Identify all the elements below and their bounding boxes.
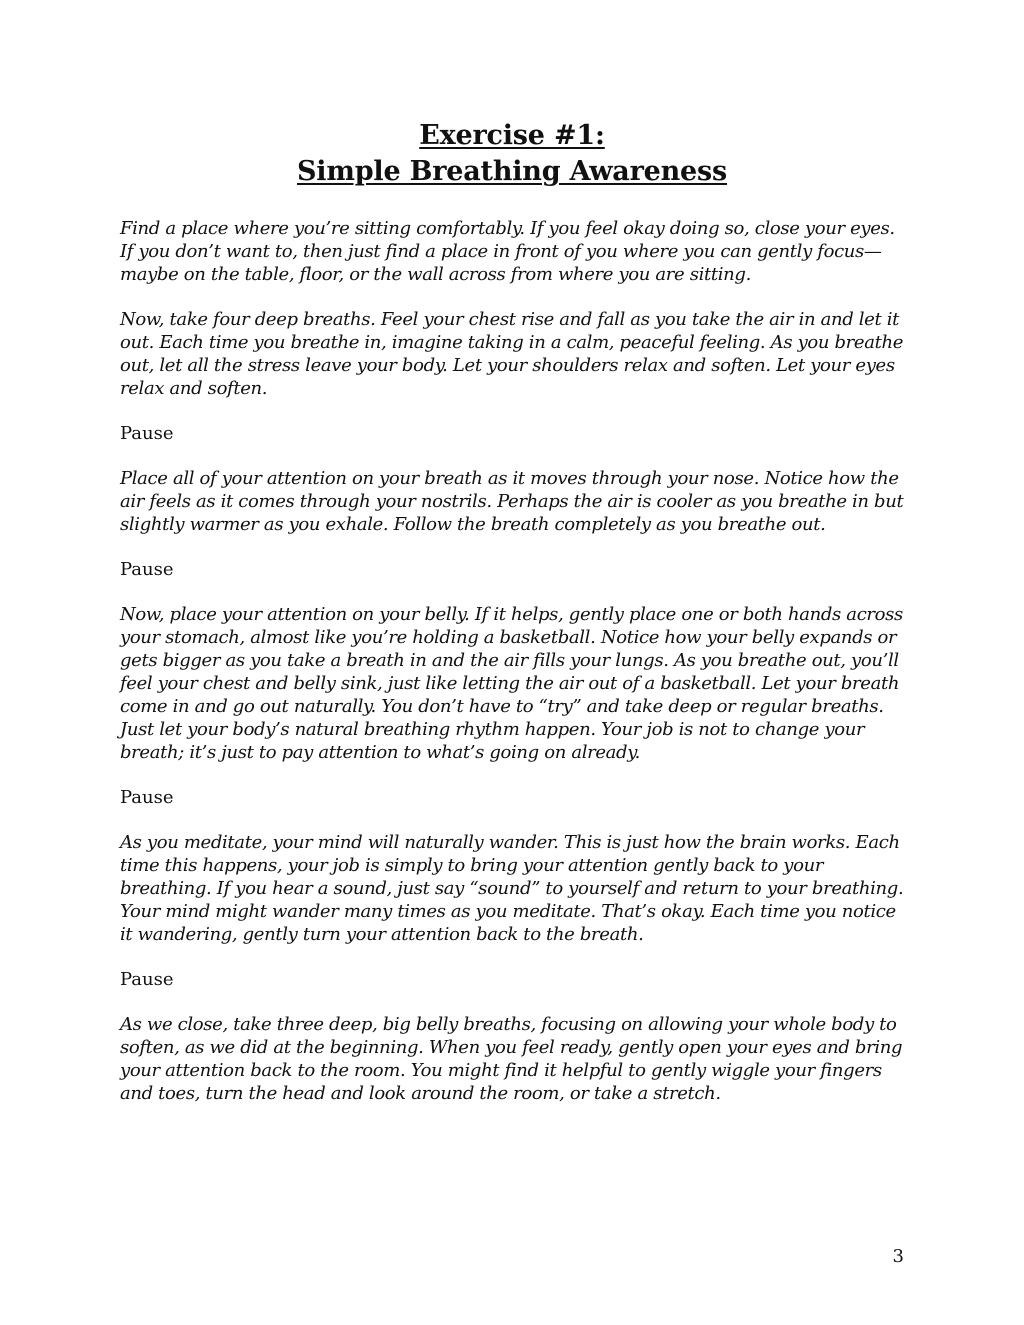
pause-label: Pause [120,787,174,808]
instruction-paragraph: Find a place where you’re sitting comfortably. If you feel okay doing so, close your eyes. If you don’t want to, then just find a place in front of you where you can gently focus—maybe on the table, floor, or the wall across from where you are sitting. [120,218,895,285]
pause-label: Pause [120,559,174,580]
body-content [120,217,910,1127]
instruction-paragraph: Now, take four deep breaths. Feel your chest rise and fall as you take the air in and let it out. Each time you breathe in, imagine taking in a calm, peaceful feeling. As you breathe out, let all the stress leave your body. Let your shoulders relax and soften. Let your eyes relax and soften. [120,309,904,399]
instruction-paragraph: Place all of your attention on your breath as it moves through your nose. Notice how the air feels as it comes through your nostrils. Perhaps the air is cooler as you breathe in but slightly warmer as you exhale. Follow the breath completely as you breathe out. [120,468,904,535]
title-line-1: Exercise #1: [419,120,605,151]
title-line-2: Simple Breathing Awareness [296,156,728,187]
pause-label: Pause [120,423,174,444]
instruction-paragraph: As we close, take three deep, big belly breaths, focusing on allowing your whole body to soften, as we did at the beginning. When you feel ready, gently open your eyes and bring your attention back to the room. You might find it helpful to gently wiggle your fingers and toes, turn the head and look around the room, or take a stretch. [120,1014,903,1104]
page-title [0,118,1024,190]
pause-label: Pause [120,969,174,990]
instruction-paragraph: As you meditate, your mind will naturally wander. This is just how the brain works. Each time this happens, your job is simply to bring your attention gently back to your breathing. If you hear a sound, just say “sound” to yourself and return to your breathing. Your mind might wander many times as you meditate. That’s okay. Each time you notice it wandering, gently turn your attention back to the breath. [120,832,904,945]
instruction-paragraph: Now, place your attention on your belly. If it helps, gently place one or both hands across your stomach, almost like you’re holding a basketball. Notice how your belly expands or gets bigger as you take a breath in and the air fills your lungs. As you breathe out, you’ll feel your chest and belly sink, just like letting the air out of a basketball. Let your breath come in and go out naturally. You don’t have to “try” and take deep or regular breaths. Just let your body’s natural breathing rhythm happen. Your job is not to change your breath; it’s just to pay attention to what’s going on already. [120,604,903,763]
page-number: 3 [892,1246,904,1267]
